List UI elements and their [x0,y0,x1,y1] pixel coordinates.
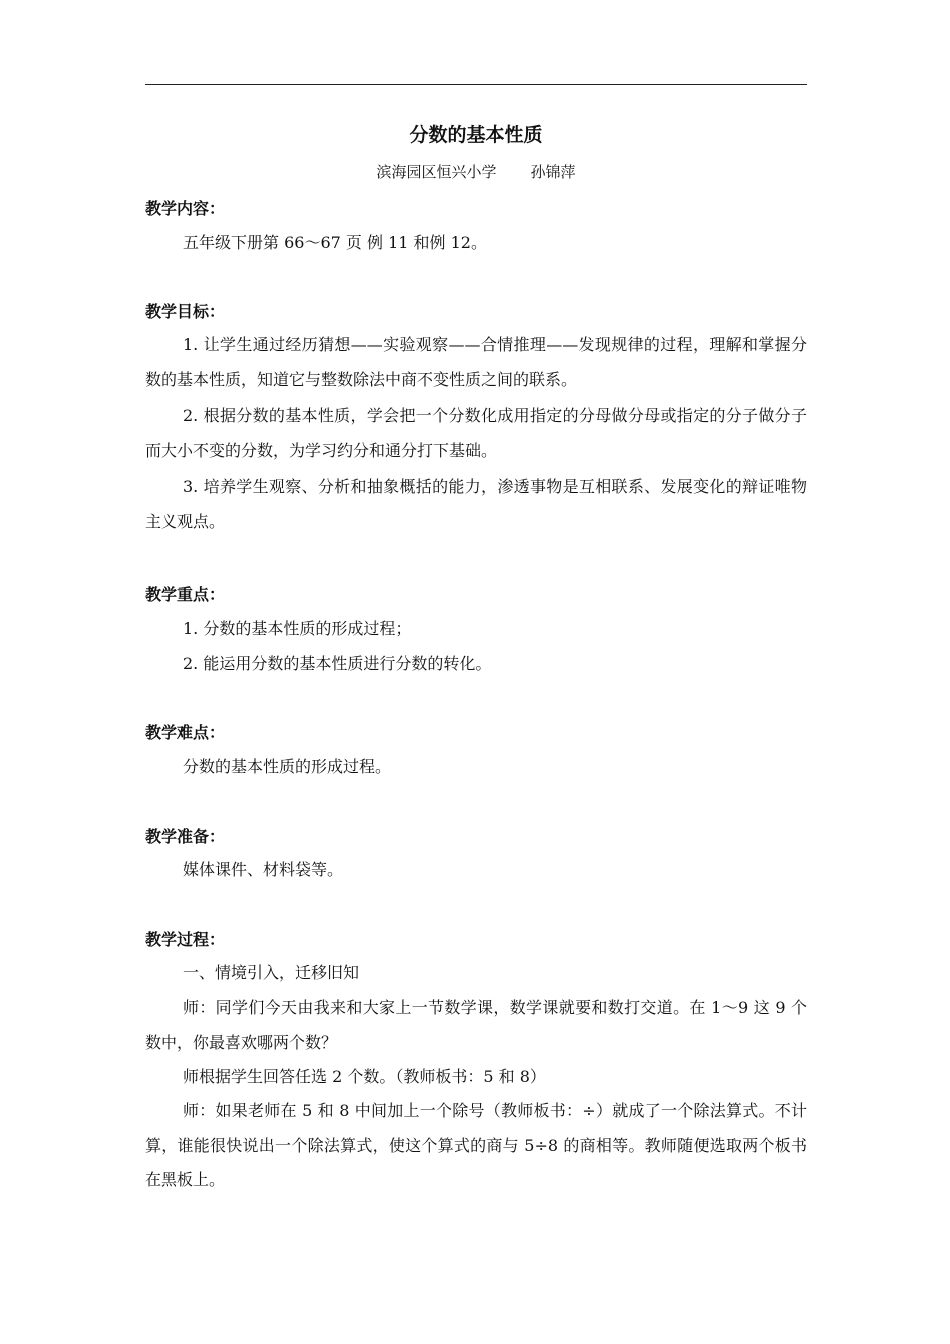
key-point-item-1: 1. 分数的基本性质的形成过程； [183,619,412,638]
key-point-item-2: 2. 能运用分数的基本性质进行分数的转化。 [183,654,492,673]
objective-item-3: 3. 培养学生观察、分析和抽象概括的能力，渗透事物是互相联系、发展变化的辩证唯物主义观点。 [145,477,807,531]
heading-process: 教学过程： [145,930,226,949]
heading-difficulties: 教学难点： [145,723,226,742]
objective-item-1: 1. 让学生通过经历猜想——实验观察——合情推理——发现规律的过程，理解和掌握分数的基本性质，知道它与整数除法中商不变性质之间的联系。 [145,335,807,389]
process-item-1: 一、情境引入，迁移旧知 [183,963,360,982]
header-rule [145,84,807,85]
process-item-2: 师：同学们今天由我来和大家上一节数学课，数学课就要和数打交道。在 1～9 这 9 个数中，你最喜欢哪两个数？ [145,998,807,1052]
process-item-3: 师根据学生回答任选 2 个数。（教师板书：5 和 8） [183,1067,546,1086]
objective-item-2: 2. 根据分数的基本性质，学会把一个分数化成用指定的分母做分母或指定的分子做分子而大小不变的分数，为学习约分和通分打下基础。 [145,406,807,460]
process-item-4: 师：如果老师在 5 和 8 中间加上一个除号（教师板书：÷）就成了一个除法算式。不计算，谁能很快说出一个除法算式，使这个算式的商与 5÷8 的商相等。教师随便选取两个板书在黑板上。 [145,1101,807,1189]
preparation-item-1: 媒体课件、材料袋等。 [183,860,344,879]
heading-content: 教学内容： [145,199,226,218]
heading-preparation: 教学准备： [145,827,226,846]
byline [145,160,807,184]
heading-key-points: 教学重点： [145,585,226,604]
school-name: 滨海园区恒兴小学 [376,163,497,181]
content-text: 五年级下册第 66～67 页 例 11 和例 12。 [183,233,487,252]
document-page [145,0,807,1344]
author-name: 孙锦萍 [530,163,576,181]
heading-objectives: 教学目标： [145,302,226,321]
document-title: 分数的基本性质 [409,124,543,146]
difficulty-item-1: 分数的基本性质的形成过程。 [183,757,392,776]
